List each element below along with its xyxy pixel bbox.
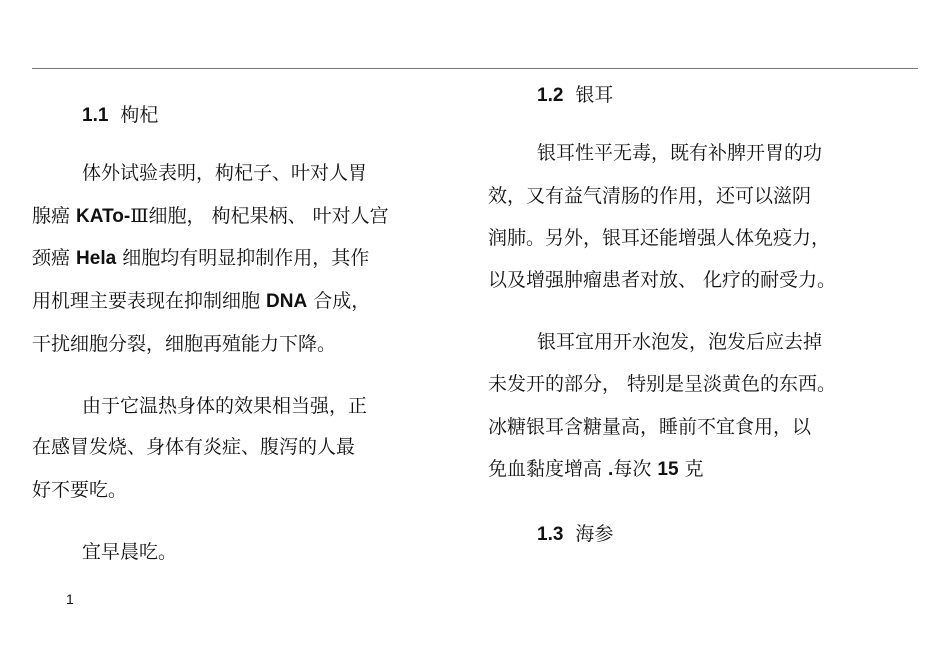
paragraph-line xyxy=(32,207,389,226)
paragraph-line: 以及增强肿瘤患者对放、 化疗的耐受力。 xyxy=(488,269,837,291)
text-span: 克 xyxy=(678,458,704,480)
paragraph-line: 好不要吃。 xyxy=(32,479,128,501)
section-title: 枸杞 xyxy=(120,104,159,126)
text-span: 颈癌 xyxy=(32,247,77,269)
cell-line-name: KATo- xyxy=(76,206,131,227)
paragraph-line: 由于它温热身体的效果相当强，正 xyxy=(82,395,368,417)
paragraph-line: 冰糖银耳含糖量高，睡前不宜食用，以 xyxy=(488,416,812,438)
section-number: 1.1 xyxy=(82,105,109,126)
text-span: 合成， xyxy=(307,290,371,312)
text-span: Ⅲ细胞， 枸杞果柄、 叶对人宫 xyxy=(130,205,389,227)
text-span: 每次 xyxy=(613,458,658,480)
paragraph-line: 银耳性平无毒，既有补脾开胃的功 xyxy=(537,142,823,164)
text-span: 用机理主要表现在抑制细胞 xyxy=(32,290,267,312)
cell-line-name: Hela xyxy=(76,248,117,269)
page-number: 1 xyxy=(66,591,74,607)
section-title: 海参 xyxy=(575,523,614,545)
section-number: 1.3 xyxy=(537,524,564,545)
dna-term: DNA xyxy=(266,291,308,312)
paragraph-line: 在感冒发烧、身体有炎症、腹泻的人最 xyxy=(32,436,356,458)
text-span: 免血黏度增高 xyxy=(488,458,609,480)
paragraph-line: 宜早晨吃。 xyxy=(82,541,178,563)
paragraph-line: 润肺。另外，银耳还能增强人体免疫力， xyxy=(488,227,831,249)
section-heading-1-3 xyxy=(537,525,613,544)
paragraph-line: 效，又有益气清肠的作用，还可以滋阴 xyxy=(488,185,812,207)
paragraph-line xyxy=(32,249,369,268)
paragraph-line: 体外试验表明，枸杞子、叶对人胃 xyxy=(82,162,368,184)
paragraph-line: 未发开的部分， 特别是呈淡黄色的东西。 xyxy=(488,373,837,395)
text-span: 腺癌 xyxy=(32,205,77,227)
paragraph-line xyxy=(488,460,704,479)
section-number: 1.2 xyxy=(537,85,564,106)
paragraph-line: 银耳宜用开水泡发，泡发后应去掉 xyxy=(537,331,823,353)
section-heading-1-2 xyxy=(537,86,613,105)
header-rule xyxy=(32,68,918,69)
section-title: 银耳 xyxy=(575,84,614,106)
period-mark: . xyxy=(608,459,614,480)
section-heading-1-1 xyxy=(82,106,158,125)
paragraph-line xyxy=(32,292,370,311)
paragraph-line: 干扰细胞分裂，细胞再殖能力下降。 xyxy=(32,333,337,355)
text-span: 细胞均有明显抑制作用，其作 xyxy=(116,247,370,269)
dose-number: 15 xyxy=(657,459,679,480)
